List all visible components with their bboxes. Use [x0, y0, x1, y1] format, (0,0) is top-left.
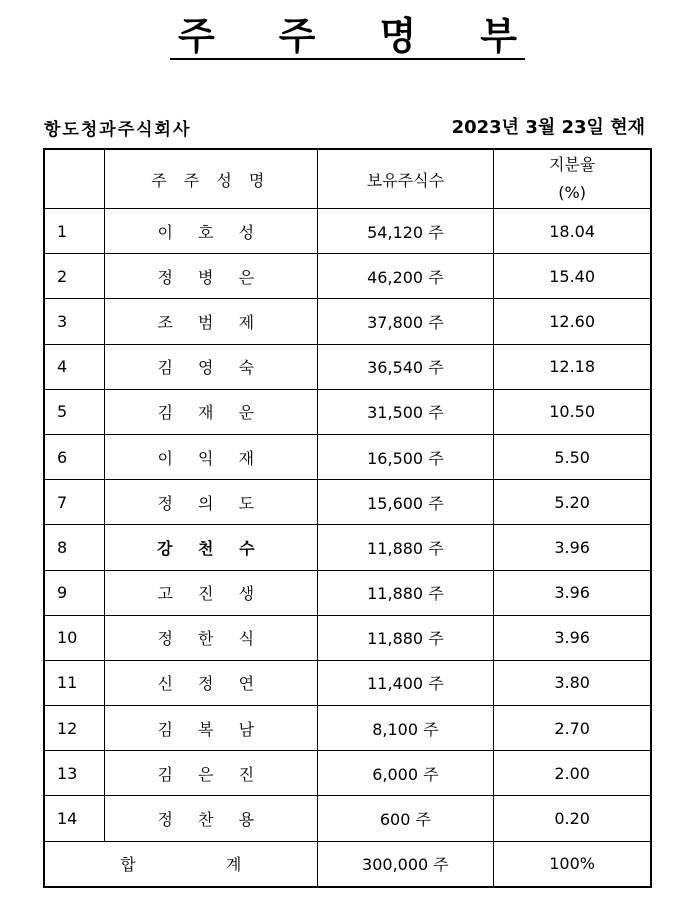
row-shares: 11,880 주 [317, 615, 494, 660]
table-row [44, 434, 651, 479]
row-ratio: 3.96 [494, 525, 651, 570]
row-ratio: 5.50 [494, 434, 651, 479]
row-name: 김 복 남 [105, 706, 317, 751]
table-row [44, 299, 651, 344]
row-ratio: 0.20 [494, 796, 651, 841]
row-no: 11 [44, 660, 105, 705]
row-shares: 46,200 주 [317, 254, 494, 299]
total-ratio: 100% [494, 841, 651, 887]
table-row [44, 570, 651, 615]
row-name: 정 병 은 [105, 254, 317, 299]
row-ratio: 2.70 [494, 706, 651, 751]
table-row [44, 480, 651, 525]
row-name: 정 찬 용 [105, 796, 317, 841]
row-no: 4 [44, 344, 105, 389]
row-shares: 15,600 주 [317, 480, 494, 525]
table-row [44, 751, 651, 796]
row-no: 7 [44, 480, 105, 525]
row-no: 5 [44, 389, 105, 434]
table-row [44, 344, 651, 389]
row-name: 신 정 연 [105, 660, 317, 705]
row-ratio: 3.96 [494, 570, 651, 615]
table-row [44, 209, 651, 254]
row-no: 14 [44, 796, 105, 841]
total-label-1: 합 [120, 855, 136, 875]
header-ratio-unit: (%) [558, 183, 586, 202]
row-ratio: 12.18 [494, 344, 651, 389]
total-label [44, 841, 317, 887]
row-no: 12 [44, 706, 105, 751]
row-ratio: 5.20 [494, 480, 651, 525]
header-name: 주 주 성 명 [105, 149, 317, 209]
row-ratio: 10.50 [494, 389, 651, 434]
row-no: 1 [44, 209, 105, 254]
total-shares: 300,000 주 [317, 841, 494, 887]
row-shares: 36,540 주 [317, 344, 494, 389]
table-row [44, 525, 651, 570]
row-ratio: 3.80 [494, 660, 651, 705]
row-shares: 11,400 주 [317, 660, 494, 705]
row-ratio: 3.96 [494, 615, 651, 660]
row-name: 김 영 숙 [105, 344, 317, 389]
table-row [44, 796, 651, 841]
table-row [44, 254, 651, 299]
company-name: 항도청과주식회사 [44, 120, 192, 140]
row-no: 10 [44, 615, 105, 660]
total-label-2: 계 [225, 855, 242, 875]
row-shares: 600 주 [317, 796, 494, 841]
title-char: 명 [379, 14, 417, 58]
row-name: 정 의 도 [105, 480, 317, 525]
title-char: 주 [278, 14, 316, 58]
row-name: 강 천 수 [105, 525, 317, 570]
row-no: 6 [44, 434, 105, 479]
row-ratio: 2.00 [494, 751, 651, 796]
row-ratio: 12.60 [494, 299, 651, 344]
table-row [44, 615, 651, 660]
row-no: 8 [44, 525, 105, 570]
header-ratio-label: 지분율 [548, 155, 596, 174]
row-shares: 16,500 주 [317, 434, 494, 479]
row-shares: 11,880 주 [317, 525, 494, 570]
row-shares: 54,120 주 [317, 209, 494, 254]
header-shares: 보유주식수 [317, 149, 494, 209]
row-name: 김 은 진 [105, 751, 317, 796]
row-name: 이 익 재 [105, 434, 317, 479]
row-no: 9 [44, 570, 105, 615]
row-ratio: 18.04 [494, 209, 651, 254]
table-row [44, 660, 651, 705]
table-row [44, 389, 651, 434]
as-of-date: 2023년 3월 23일 현재 [451, 117, 645, 138]
row-shares: 31,500 주 [317, 389, 494, 434]
total-row [44, 841, 651, 887]
row-shares: 11,880 주 [317, 570, 494, 615]
row-no: 3 [44, 299, 105, 344]
row-no: 13 [44, 751, 105, 796]
row-name: 고 진 생 [105, 570, 317, 615]
row-name: 김 재 운 [105, 389, 317, 434]
title-char: 부 [480, 14, 517, 58]
row-no: 2 [44, 254, 105, 299]
row-name: 정 한 식 [105, 615, 317, 660]
row-name: 이 호 성 [105, 209, 317, 254]
row-name: 조 범 제 [105, 299, 317, 344]
page-title [170, 14, 525, 60]
shareholder-table [43, 148, 652, 888]
row-ratio: 15.40 [494, 254, 651, 299]
row-shares: 8,100 주 [317, 706, 494, 751]
header-no [44, 149, 105, 209]
table-header-row [44, 149, 651, 209]
table-row [44, 706, 651, 751]
title-char: 주 [178, 14, 215, 58]
row-shares: 37,800 주 [317, 299, 494, 344]
row-shares: 6,000 주 [317, 751, 494, 796]
header-ratio [494, 149, 651, 209]
